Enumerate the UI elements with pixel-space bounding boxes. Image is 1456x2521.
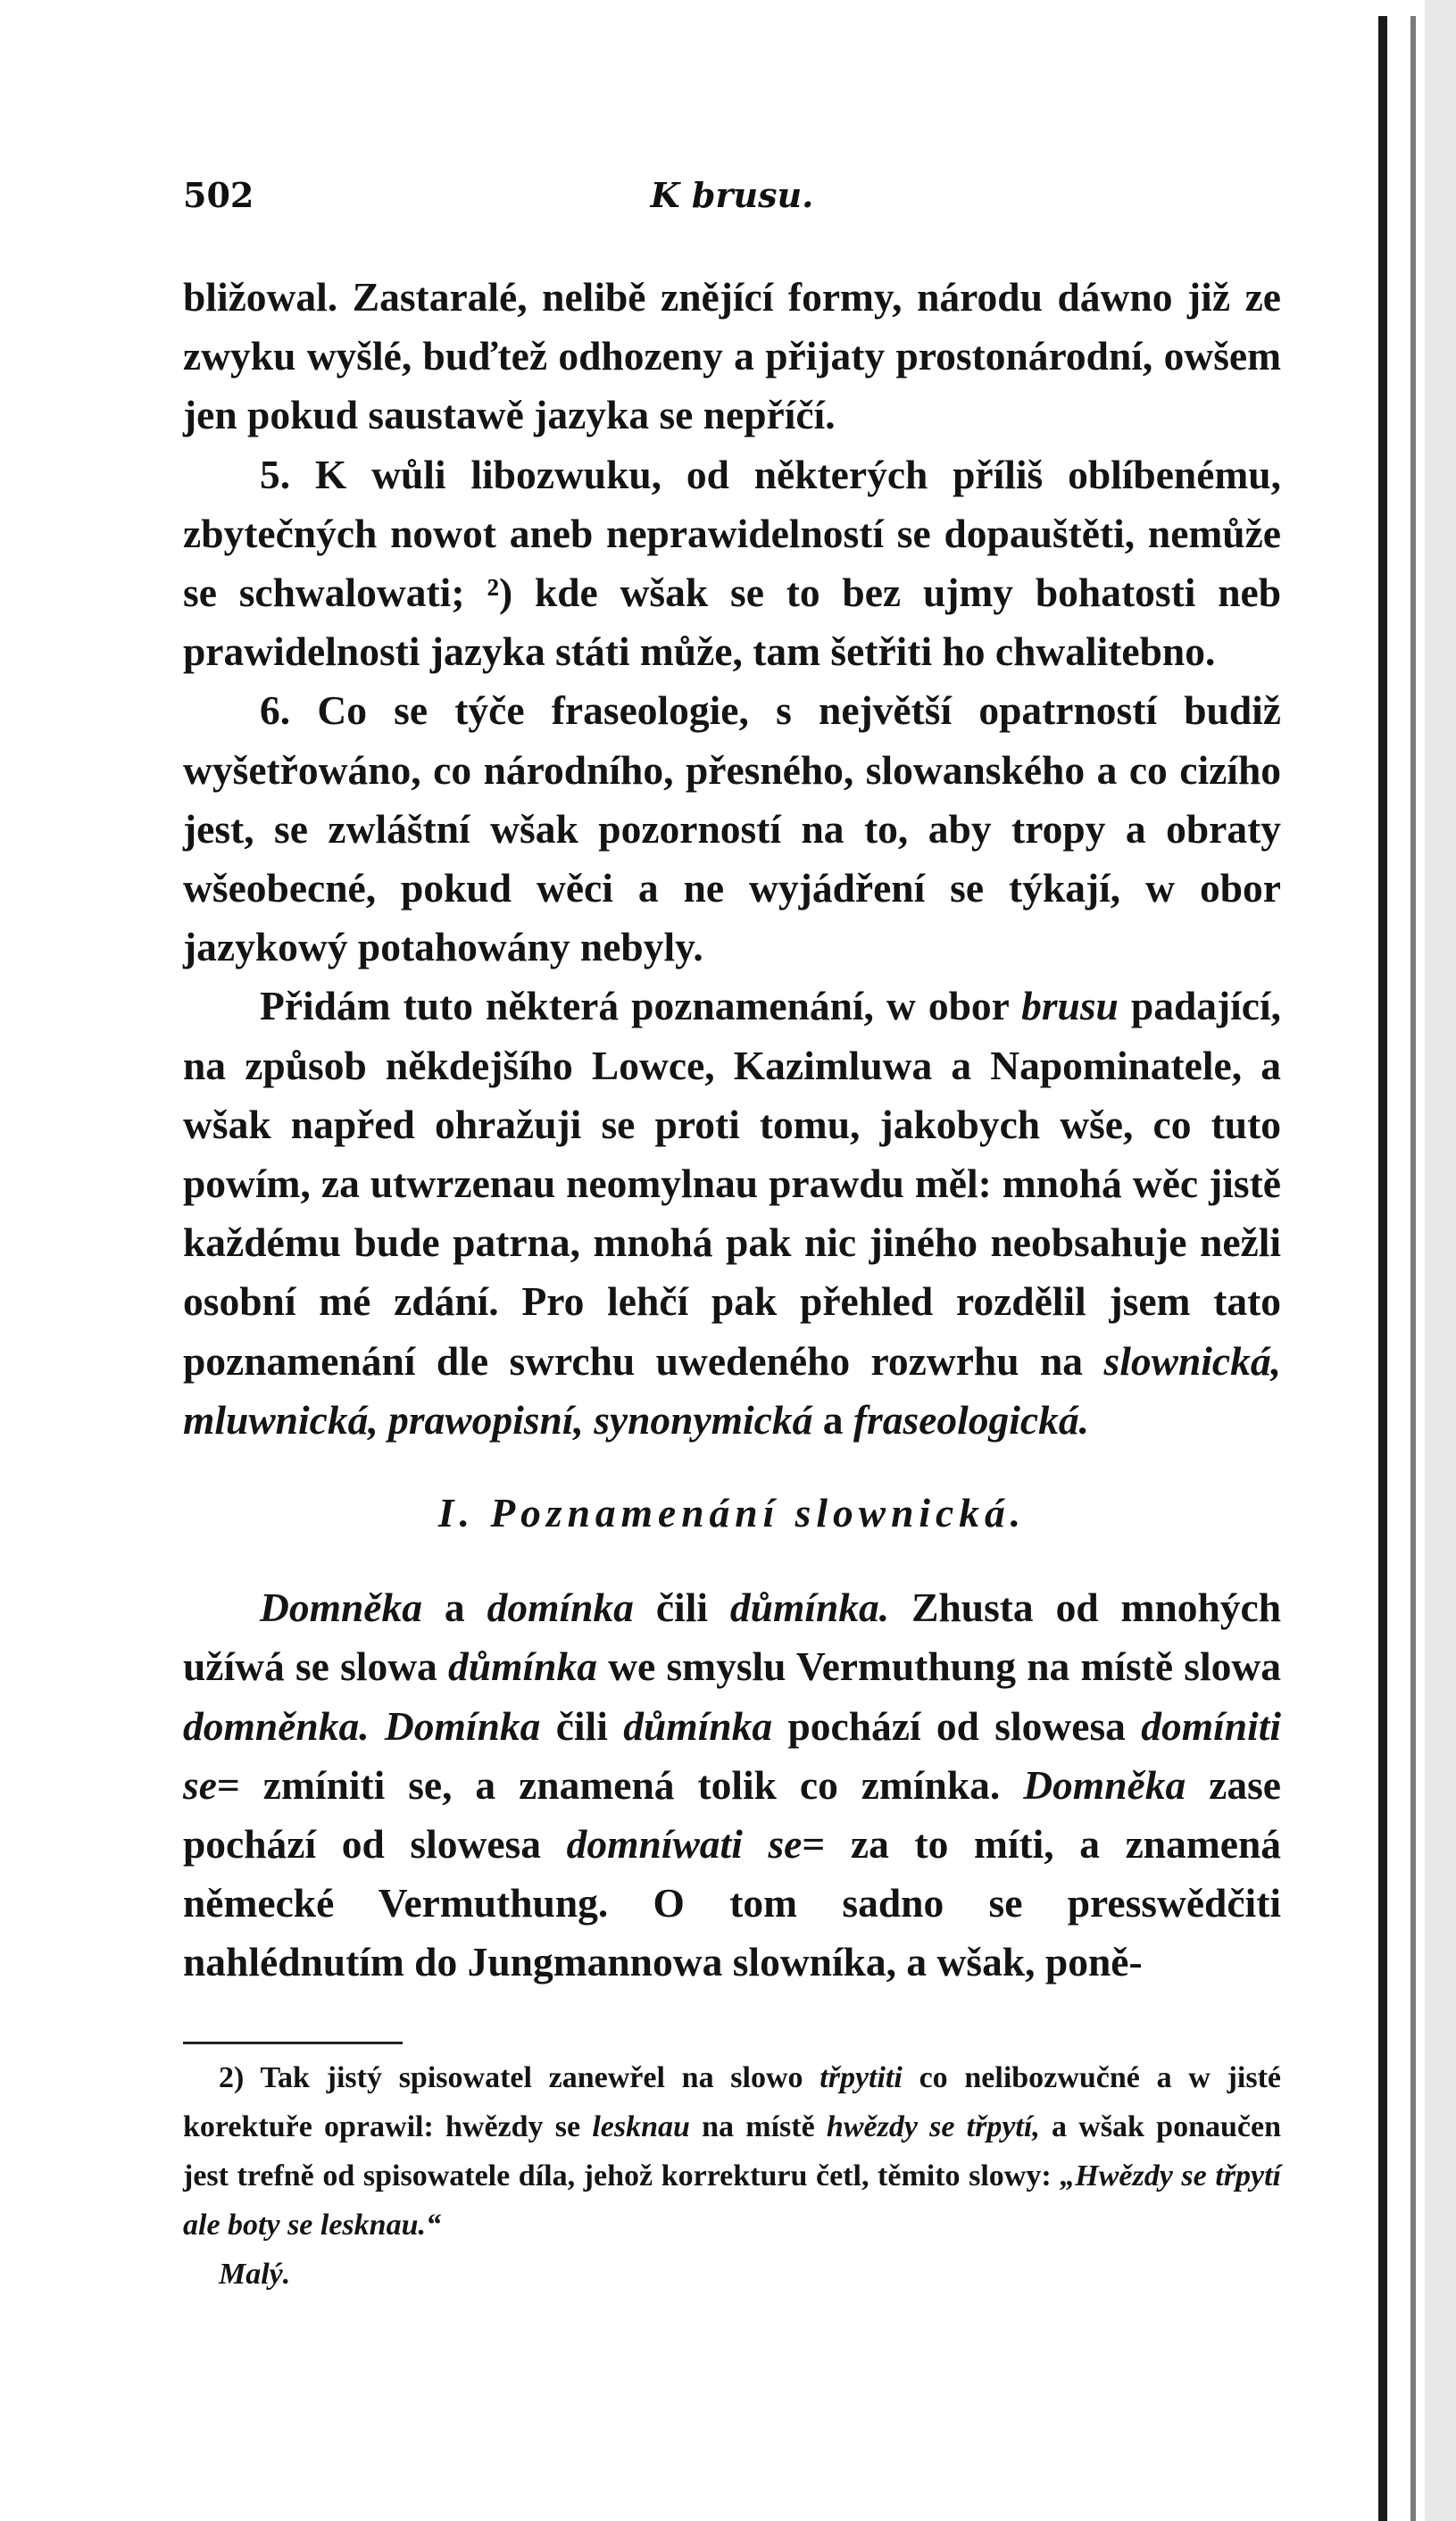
intro-term-brusu: brusu	[1021, 983, 1119, 1029]
page-edge-outer	[1410, 16, 1416, 2521]
footnote-term: třpytiti	[820, 2061, 903, 2094]
entry-text: = zmíniti se, a znamená tolik co zmínka.	[216, 1761, 1001, 1808]
entry-text: zase pochází od slowesa	[183, 1761, 1282, 1868]
footnote-term: hwězdy se třpytí,	[826, 2110, 1040, 2143]
entry-term: domíniti se	[183, 1702, 1282, 1808]
entry-term: Domněka	[1023, 1761, 1186, 1808]
entry-text: we smyslu Vermuthung na místě slowa	[608, 1643, 1282, 1690]
paragraph-entry-domneka	[183, 1578, 1281, 1992]
footnote-divider	[183, 2042, 403, 2044]
entry-term: domníwati se	[566, 1821, 803, 1868]
entry-text: čili	[655, 1585, 708, 1631]
footnote-text: a wšak ponaučen jest trefně od spisowatele díla, jehož korrekturu četl, těmito slowy:	[183, 2110, 1281, 2192]
entry-text: = za to míti, a znamená německé Vermuthung. O tom sadno se presswědčiti nahlédnutím do Jungmannowa slowníka, a wšak, poně-	[183, 1821, 1282, 1985]
category-prawopisni: prawopisní,	[388, 1396, 584, 1443]
footnote-reference: ²)	[487, 570, 513, 616]
section-heading: I. Poznamenání slownická.	[437, 1490, 1027, 1536]
footnote-text: co nelibozwučné a w jisté korektuře oprawil: hwězdy se	[183, 2061, 1281, 2143]
paragraph-item-6: 6. Co se týče fraseologie, s největší opatrností budiž wyšetřowáno, co národního, přesného, slowanského a co cizího jest, se zwláštní wšak pozorností na to, aby tropy a obraty wšeobecné, pokud wěci a ne wyjádření se týkají, w obor jazykowý potahowány nebyly.	[183, 687, 1281, 970]
page-number: 502	[183, 175, 254, 215]
paragraph-continuation: bližowal. Zastaralé, nelibě znějící formy, národu dáwno již ze zwyku wyšlé, buďtež odhozeny a přijaty prostonárodní, owšem jen pokud saustawě jazyka se nepříčí.	[183, 274, 1281, 438]
running-title: K brusu.	[650, 175, 814, 215]
item-5-rest: kde wšak se to bez ujmy bohatosti neb prawidelnosti jazyka státi může, tam šetřiti ho chwalitebno.	[183, 570, 1282, 675]
category-slownicka: slownická,	[1103, 1337, 1281, 1384]
footnote-signature: Malý.	[219, 2258, 291, 2291]
intro-text-a: Přidám tuto některá poznamenání, w obor	[260, 983, 1010, 1029]
category-fraseologicka: fraseologická.	[853, 1396, 1089, 1443]
entry-term: Domínka	[384, 1702, 541, 1749]
item-5-text: 5. K wůli libozwuku, od některých příliš oblíbenému, zbytečných nowot aneb neprawidelností se dopauštěti, nemůže se schwalowati;	[183, 451, 1281, 616]
entry-term: důmínka	[448, 1643, 597, 1690]
footnote-text: 2) Tak jistý spisowatel zanewřel na slowo	[219, 2061, 803, 2094]
entry-text: čili	[555, 1702, 608, 1749]
entry-text: a	[444, 1585, 465, 1631]
entry-term: Domněka	[260, 1585, 422, 1631]
footnote-2	[183, 2053, 1281, 2250]
category-mluwnicka: mluwnická,	[183, 1396, 379, 1443]
category-synonymicka: synonymická	[594, 1396, 813, 1443]
footnote-term: lesknau	[592, 2110, 690, 2143]
footnotes	[183, 2053, 1281, 2299]
entry-term: důmínka.	[729, 1585, 890, 1631]
entry-text: pochází od slowesa	[787, 1702, 1126, 1749]
intro-text-b: padající, na způsob někdejšího Lowce, Kazimluwa a Napominatele, a wšak napřed ohražuji se proti tomu, jakobych wše, co tuto powím, za utwrzenau neomylnau prawdu měl: mnohá wěc jistě každému bude patrna, mnohá pak nic jiného neobsahuje nežli osobní mé zdání. Pro lehčí pak přehled rozdělil jsem tato poznamenání dle swrchu uwedeného rozwrhu na	[183, 983, 1282, 1384]
body-text	[183, 268, 1281, 1993]
intro-text-d: a	[822, 1396, 844, 1443]
entry-term: důmínka	[623, 1702, 773, 1749]
entry-text: Zhusta od mnohých užíwá se slowa	[183, 1585, 1282, 1690]
entry-term: domínka	[487, 1585, 634, 1631]
entry-term: domněnka.	[183, 1702, 370, 1749]
footnote-text: na místě	[702, 2110, 815, 2143]
paragraph-item-5	[183, 445, 1281, 682]
page-edge	[1378, 16, 1387, 2521]
footnote-quote: „Hwězdy se třpytí ale boty se lesknau.“	[183, 2159, 1281, 2242]
paragraph-intro	[183, 977, 1281, 1450]
